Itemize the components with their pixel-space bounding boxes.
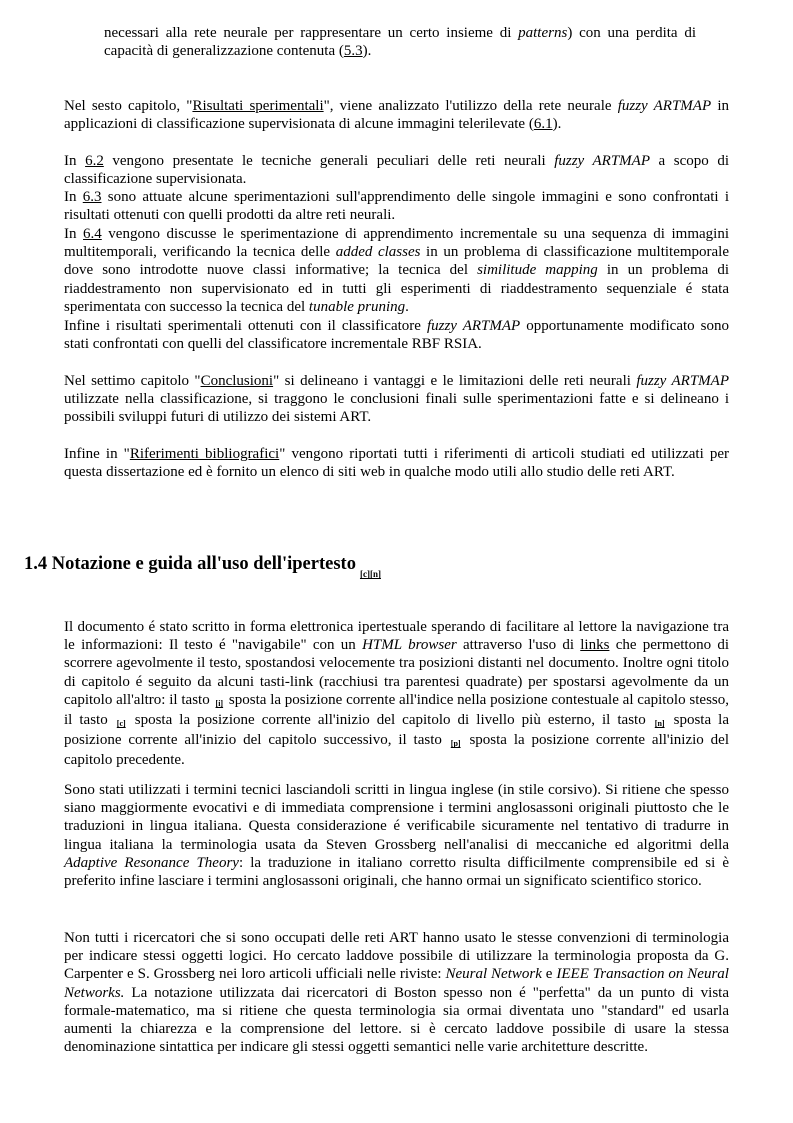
text: vengono discusse le sperimentazione di apprendimento incrementale su una sequenza di immagini multitemporali, verificando la tecnica delle (64, 226, 729, 261)
paragraph-ricercatori (64, 929, 729, 1056)
text: : la traduzione in italiano corretto risulta difficilmente comprensibile ed si è preferito infine lasciare i termini anglosassoni originali, che hanno ormai un significato scientifico storico. (64, 854, 730, 890)
text: sposta la posizione corrente all'indice nella posizione contestuale al capitolo stesso, il tasto (64, 691, 729, 729)
text: ). (362, 43, 372, 60)
link-riferimenti-bibliografici[interactable]: Riferimenti bibliografici (129, 446, 280, 462)
text: in un problema di classificazione multitemporale dove sono introdotte nuove classi informative; la tecnica del (64, 244, 730, 279)
italic-term: fuzzy ARTMAP (426, 318, 521, 334)
text: sono attuate alcune sperimentazioni sull'apprendimento delle singole immagini e sono confrontati i risultati ottenuti con quelli prodotti da altre reti neurali. (64, 189, 730, 224)
previous-button[interactable]: [p] (450, 739, 461, 749)
text: opportunamente modificato sono stati confrontati con quelli del classificatore incrementale RBF RSIA. (64, 318, 729, 353)
paragraph-6-4 (64, 225, 729, 316)
italic-term: Neural Network (445, 966, 542, 983)
link-5-3[interactable]: 5.3 (343, 43, 363, 60)
link-risultati-sperimentali[interactable]: Risultati sperimentali (192, 98, 324, 114)
link-links[interactable]: links (580, 637, 610, 654)
italic-term: IEEE Transaction on Neural Networks. (64, 966, 729, 1001)
italic-term: tunable pruning (308, 298, 406, 315)
paragraph-6-2 (64, 152, 729, 188)
text: In (64, 153, 86, 169)
nav-chapter-link[interactable]: [c] (359, 569, 370, 579)
paragraph-6-3 (64, 188, 729, 224)
text: " vengono riportati tutti i riferimenti di articoli studiati ed utilizzati per questa dissertazione ed è fornito un elenco di siti web in qualche modo utili allo studio delle reti ART. (64, 446, 729, 481)
paragraph-chapter-7 (64, 372, 729, 427)
next-button[interactable]: [n] (654, 719, 665, 729)
text: necessari alla rete neurale per rappresentare un certo insieme di (104, 25, 519, 41)
text: sposta la posizione corrente all'inizio del capitolo precedente. (64, 732, 730, 769)
link-conclusioni[interactable]: Conclusioni (200, 373, 274, 389)
link-6-4[interactable]: 6.4 (83, 226, 102, 242)
text: ", viene analizzato l'utilizzo della rete neurale (323, 98, 618, 114)
paragraph-riferimenti (64, 445, 729, 481)
text: sposta la posizione corrente all'inizio del capitolo di livello più esterno, il tasto (127, 712, 653, 729)
italic-term: similitude mapping (477, 262, 598, 279)
text: che permettono di scorrere agevolmente il testo, spostandosi velocemente tra posizioni distanti nel documento. Inoltre ogni titolo di capitolo é seguito da alcuni tasti-link (racchiusi tra parentesi quadrate) per spostarsi agevolmente da un capitolo all'altro: il tasto (64, 637, 730, 708)
paragraph-intro-end (104, 24, 696, 60)
link-6-2[interactable]: 6.2 (85, 153, 104, 169)
text: vengono presentate le tecniche generali peculiari delle reti neurali (103, 153, 555, 169)
text: . (405, 298, 409, 315)
text: " si delineano i vantaggi e le limitazioni delle reti neurali (273, 373, 637, 389)
text: in applicazioni di classificazione supervisionata di alcune immagini telerilevate ( (64, 98, 729, 133)
text: in un problema di riaddestramento non supervisionato ed in tutti gli esperimenti di riaddestramento sequenziale é stata sperimentata con successo la tecnica del (64, 262, 730, 315)
italic-term: fuzzy ARTMAP (617, 98, 712, 114)
text: ) con una perdita di capacità di generalizzazione contenuta ( (104, 25, 697, 60)
text: ). (552, 116, 562, 133)
text: attraverso l'uso di (456, 637, 581, 654)
text: sposta la posizione corrente all'inizio del capitolo successivo, il tasto (64, 712, 729, 749)
index-button[interactable]: [i] (215, 698, 224, 708)
chapter-button[interactable]: [c] (116, 719, 126, 729)
text: Infine i risultati sperimentali ottenuti con il classificatore (64, 318, 427, 334)
text: Nel settimo capitolo " (64, 373, 201, 389)
italic-term: HTML browser (362, 637, 457, 654)
text: utilizzate nella classificazione, si traggono le conclusioni finali sulle sperimentazioni fatte e si delineano i possibili sviluppi futuri di utilizzo dei sistemi ART. (64, 391, 729, 426)
section-heading (24, 553, 381, 577)
nav-next-link[interactable]: [n] (369, 569, 381, 579)
text: Infine in " (64, 446, 130, 462)
link-6-3[interactable]: 6.3 (82, 189, 102, 205)
text: Nel sesto capitolo, " (64, 98, 193, 114)
italic-term: fuzzy ARTMAP (554, 153, 650, 169)
text: Sono stati utilizzati i termini tecnici lasciandoli scritti in lingua inglese (in stile corsivo). Si ritiene che spesso siano maggiormente evocativi e di immediata comprensione i termini anglosassoni originali piuttosto che le traduzioni in lingua italiana. Questa considerazione é verificabile sicuramente nel tentativo di tradurre in lingua italiana la terminologia usata da Steven Grossberg nell'analisi di meccaniche ed algoritmi della (64, 782, 729, 853)
paragraph-chapter-6 (64, 97, 729, 133)
text: In (64, 189, 83, 205)
link-6-1[interactable]: 6.1 (533, 116, 553, 133)
text: Non tutti i ricercatori che si sono occupati delle reti ART hanno usato le stesse convenzioni di terminologia per indicare stessi oggetti logici. Ho cercato laddove possibile di utilizzare la terminologia proposta da G. Carpenter e S. Grossberg nei loro articoli ufficiali nelle riviste: (64, 930, 729, 983)
italic-term: patterns (518, 25, 568, 41)
paragraph-documento (64, 618, 729, 770)
text: Il documento é stato scritto in forma elettronica ipertestuale sperando di facilitare al lettore la navigazione tra le informazioni: Il testo é "navigabile" con un (64, 619, 729, 654)
section-title: 1.4 Notazione e guida all'uso dell'ipertesto (24, 554, 356, 574)
italic-term: Adaptive Resonance Theory (64, 854, 239, 871)
text: La notazione utilizzata dai ricercatori di Boston spesso non é "perfetta" da un punto di vista formale-matematico, ma si ritiene che questa terminologia sia ormai diventata uno "standard" ed usarla aumenti la chiarezza e la comprensione del lettore. si è cercato laddove possibile di usare la stessa denominazione sintattica per indicare gli stessi oggetti semantici nelle varie architetture descritte. (64, 984, 729, 1056)
text: In (64, 226, 84, 242)
text: a scopo di classificazione supervisionata. (64, 153, 729, 188)
paragraph-termini (64, 781, 729, 890)
paragraph-infine-results (64, 317, 729, 353)
italic-term: fuzzy ARTMAP (636, 373, 729, 389)
italic-term: added classes (335, 244, 421, 261)
text: e (541, 966, 557, 983)
